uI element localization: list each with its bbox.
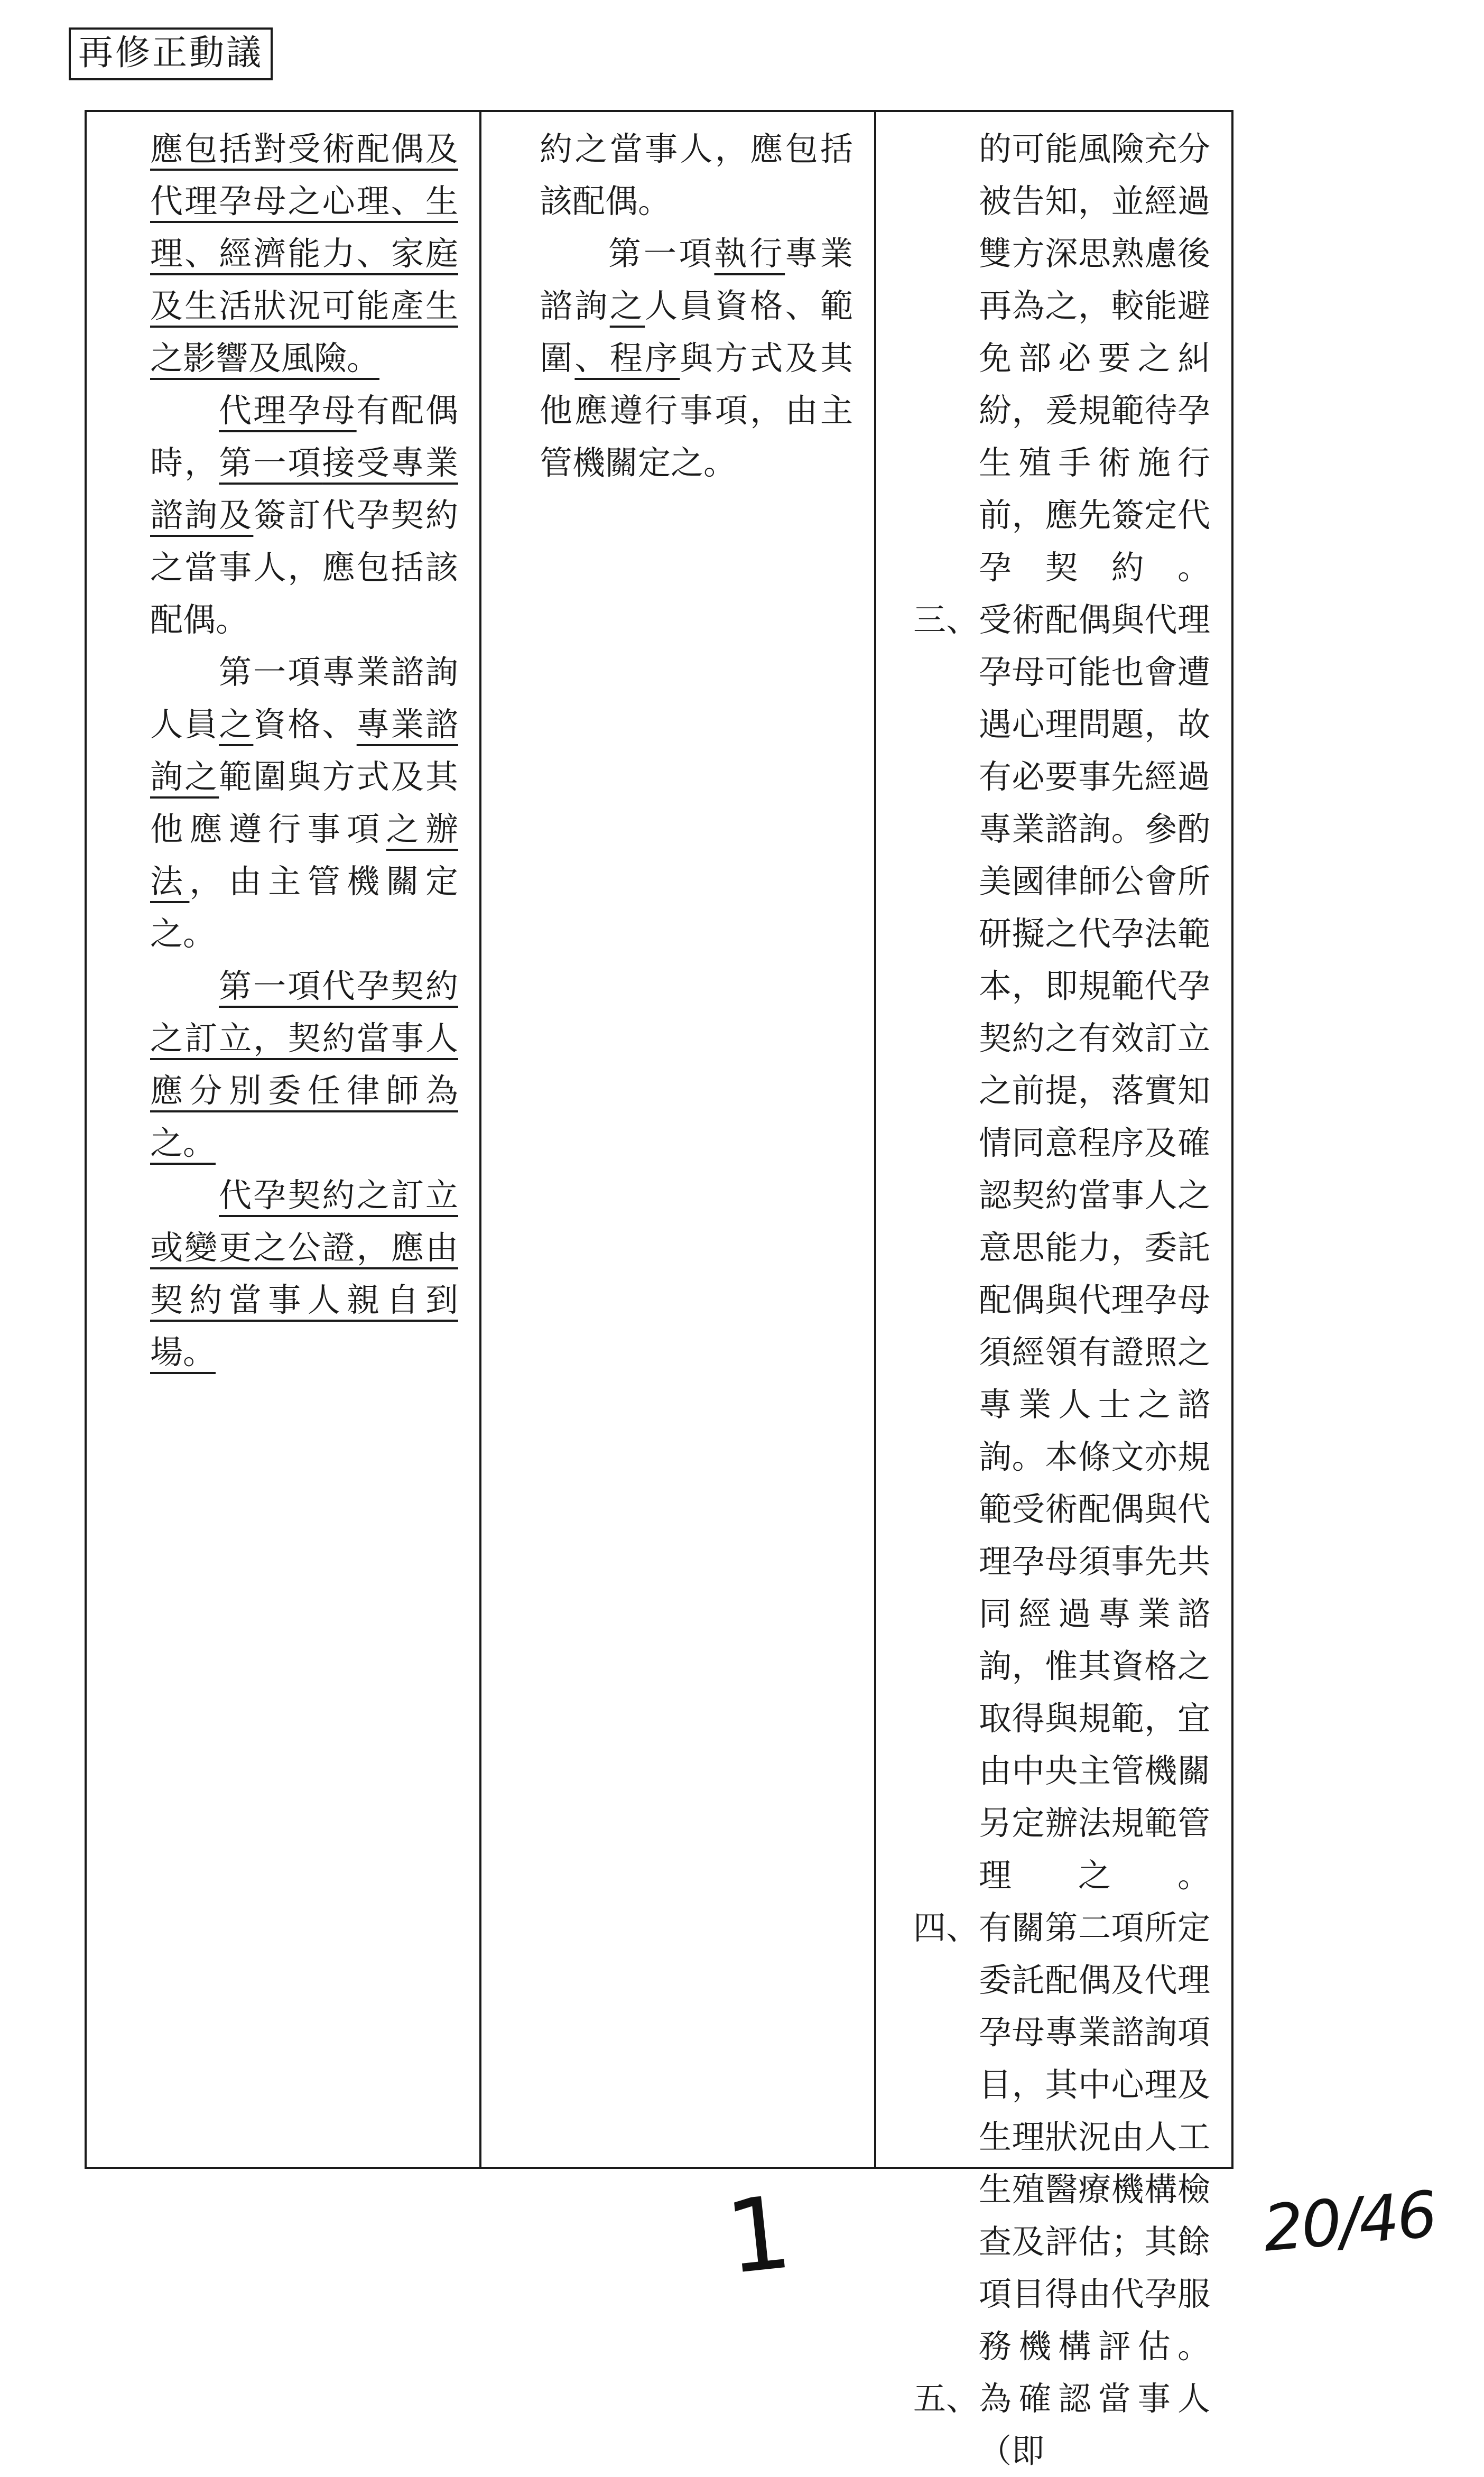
original-text-column — [481, 112, 876, 2167]
clause-paragraph — [540, 227, 853, 489]
plain-text: 範圍與方式及其他應遵行事項 — [150, 757, 458, 848]
plain-text: 專業諮詢 — [540, 234, 853, 325]
amended-text-column — [87, 112, 481, 2167]
underlined-text: 接受專業諮詢及 — [150, 443, 458, 534]
item-marker: 四、 — [913, 1908, 979, 1947]
underlined-text: 之 — [219, 705, 254, 744]
explanation-text: 有關第二項所定委託配偶及代理孕母專業諮詢項目，其中心理及生理狀況由人工生殖醫療機構檢查及評估；其餘項目得由代孕服務機構評估。 — [979, 1908, 1210, 2365]
plain-text: 簽訂代孕契約之當事人，應包括該配偶。 — [150, 496, 458, 639]
plain-text: 與方式及其他應遵行事項，由主管機關定之。 — [540, 339, 853, 482]
plain-text: 約之當事人，應包括該配偶。 — [540, 129, 853, 220]
clause-paragraph — [150, 960, 458, 1169]
underlined-text: 代理孕母 — [219, 391, 357, 430]
plain-text: ，由主管機關定之。 — [150, 862, 458, 953]
plain-text: 有配偶時， — [150, 391, 458, 482]
clause-paragraph — [540, 123, 853, 227]
plain-text: 人員資格、範圍 — [540, 286, 853, 377]
explanation-item — [913, 2372, 1210, 2477]
underlined-text: 執行 — [714, 234, 785, 273]
clause-paragraph — [150, 646, 458, 960]
underlined-text: 第一項代孕契約之訂立，契約當事人應分別委任律師為之。 — [150, 967, 458, 1162]
explanation-text: 的可能風險充分被告知，並經過雙方深思熟慮後再為之，較能避免部必要之糾紛，爰規範待孕生殖手術施行前，應先簽定代孕契約。 — [979, 129, 1210, 587]
explanation-column — [876, 112, 1231, 2470]
explanation-text: 為確認當事人（即 — [979, 2379, 1210, 2470]
plain-text: 第一項專業諮詢人員 — [150, 653, 458, 744]
clause-paragraph — [150, 1169, 458, 1378]
comparison-table — [85, 110, 1233, 2470]
explanation-item — [913, 1901, 1210, 2372]
underlined-text: 之辦法 — [150, 810, 458, 901]
underlined-text: 第一項 — [219, 443, 322, 482]
clause-paragraph — [150, 384, 458, 646]
underlined-text: 專業諮詢之 — [150, 705, 458, 796]
underlined-text: 、程序 — [574, 339, 680, 377]
underlined-text: 之 — [609, 286, 645, 325]
explanation-item — [913, 593, 1210, 1901]
underlined-text: 應包括對受術配偶及代理孕母之心理、生理、經濟能力、家庭及生活狀況可能產生之影響及風險。 — [150, 129, 458, 377]
explanation-item — [913, 123, 1210, 593]
clause-paragraph — [150, 123, 458, 384]
explanation-text: 受術配偶與代理孕母可能也會遭遇心理問題，故有必要事先經過專業諮詢。參酌美國律師公會所研擬之代孕法範本，即規範代孕契約之有效訂立之前提，落實知情同意程序及確認契約當事人之意思能力，委託配偶與代理孕母須經領有證照之專業人士之諮詢。本條文亦規範受術配偶與代理孕母須事先共同經過專業諮詢，惟其資格之取得與規範，宜由中央主管機關另定辦法規範管理之。 — [979, 600, 1210, 1895]
item-marker: 三、 — [913, 600, 979, 639]
motion-stamp: 再修正動議 — [69, 27, 273, 80]
handwritten-page-number: 20/46 — [1260, 2178, 1439, 2266]
plain-text: 第一項 — [608, 234, 715, 273]
underlined-text: 代孕契約之訂立或變更之公證，應由契約當事人親自到場。 — [150, 1176, 458, 1371]
plain-text: 資格、 — [253, 705, 357, 744]
handwritten-page-mark: 1 — [720, 2174, 797, 2297]
item-marker: 五、 — [913, 2379, 979, 2418]
